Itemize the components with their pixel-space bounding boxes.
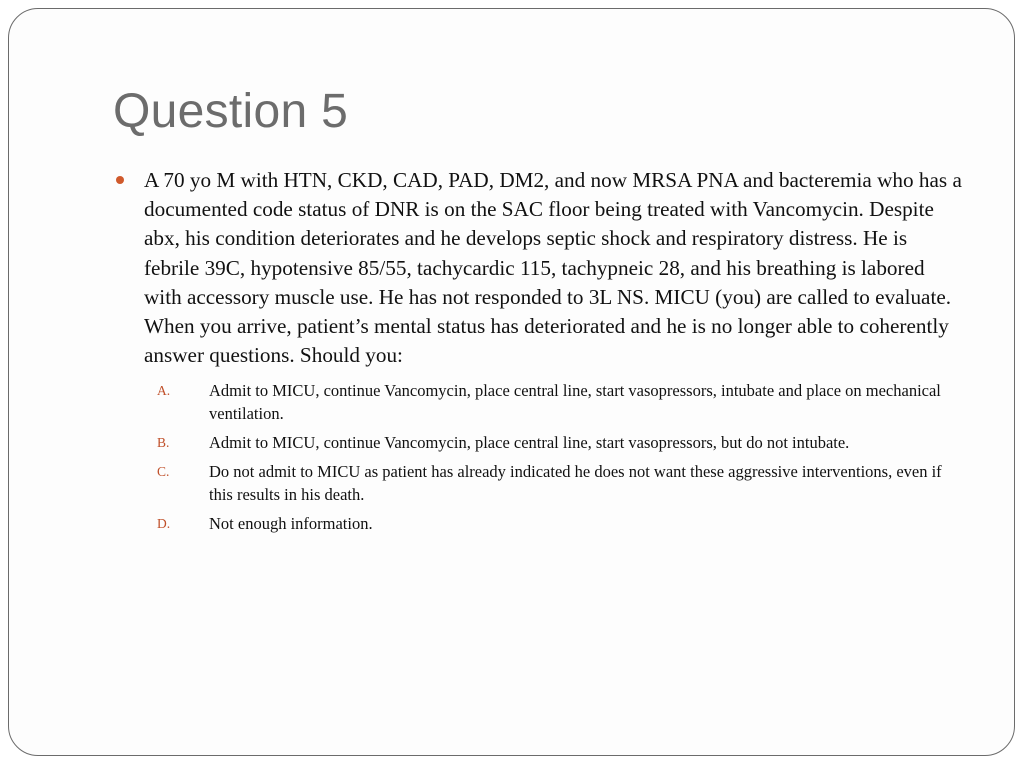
option-text: Not enough information. xyxy=(209,514,373,534)
bullet-dot-icon xyxy=(116,176,124,184)
answer-option-c xyxy=(157,460,961,506)
option-letter: D. xyxy=(157,516,171,532)
question-text: A 70 yo M with HTN, CKD, CAD, PAD, DM2, and now MRSA PNA and bacteremia who has a documented code status of DNR is on the SAC floor being treated with Vancomycin. Despite abx, his condition deteriorates and he develops septic shock and respiratory distress. He is febrile 39C, hypotensive 85/55, tachycardic 115, tachypneic 28, and his breathing is labored with accessory muscle use. He has not responded to 3L NS. MICU (you) are called to evaluate. When you arrive, patient’s mental status has deteriorated and he is no longer able to coherently answer questions. Should you: xyxy=(144,168,962,368)
option-text: Admit to MICU, continue Vancomycin, place central line, start vasopressors, but do not intubate. xyxy=(209,433,850,453)
option-text: Admit to MICU, continue Vancomycin, place central line, start vasopressors, intubate and place on mechanical ventilation. xyxy=(209,381,941,424)
answer-option-b xyxy=(157,431,961,454)
answer-options xyxy=(113,379,963,535)
option-letter: A. xyxy=(157,383,171,399)
slide-content xyxy=(113,166,963,541)
option-letter: C. xyxy=(157,464,170,480)
slide-title: Question 5 xyxy=(113,85,349,138)
option-letter: B. xyxy=(157,435,170,451)
option-text: Do not admit to MICU as patient has already indicated he does not want these aggressive interventions, even if this results in his death. xyxy=(209,462,942,505)
answer-option-a xyxy=(157,379,961,425)
question-bullet xyxy=(113,166,963,370)
answer-option-d xyxy=(157,512,961,535)
